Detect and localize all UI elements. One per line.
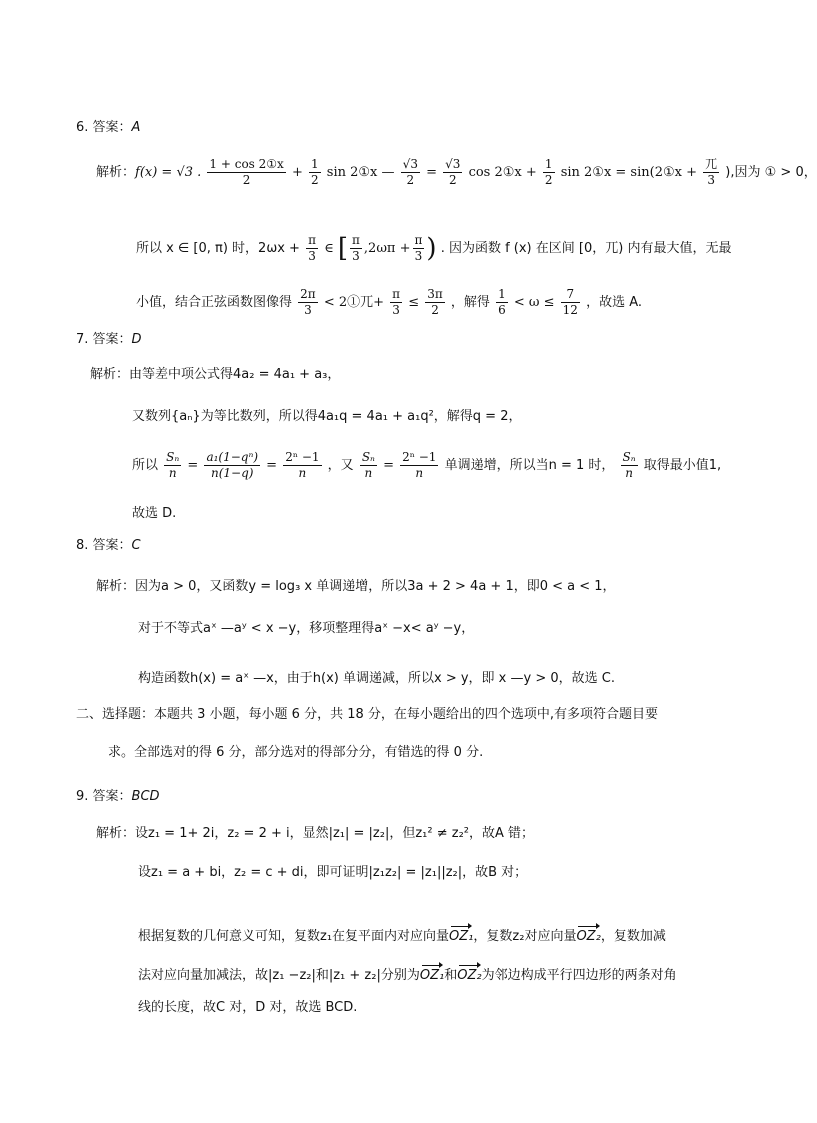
q6-expr: 小值，结合正弦函数图像得	[136, 295, 293, 310]
denominator: 2	[311, 173, 319, 187]
fraction	[401, 157, 420, 188]
q6-heading	[76, 119, 140, 137]
fraction	[360, 450, 377, 481]
q9-expr: 和	[444, 968, 458, 983]
numerator: 3π	[427, 287, 443, 301]
q7-expr: =	[266, 458, 278, 473]
denominator: 2	[448, 173, 457, 187]
numerator: 2ⁿ −1	[285, 450, 320, 464]
numerator: Sₙ	[622, 450, 636, 464]
q7-expr: =	[383, 458, 394, 473]
q6-line-3	[136, 287, 642, 318]
fraction	[204, 450, 260, 481]
q6-expr: cos 2①x +	[468, 165, 537, 180]
q6-analysis-label: 解析：	[96, 165, 136, 180]
q7-expr: =	[187, 458, 199, 473]
vector-oz2: OZ₂	[576, 929, 601, 944]
numerator: 7	[561, 287, 580, 303]
denominator: n	[168, 466, 177, 480]
numerator: a₁(1−qⁿ)	[206, 450, 258, 464]
q6-expr: ),因为 ① > 0，	[725, 165, 817, 180]
q6-expr: sin 2①x —	[326, 165, 395, 180]
fraction	[413, 233, 425, 264]
fraction	[621, 450, 638, 481]
q8-head-label: 8. 答案：	[76, 538, 132, 553]
numerator: √3	[445, 157, 461, 171]
q9-line-4	[138, 967, 677, 985]
vector-oz1: OZ₁	[449, 929, 474, 944]
numerator: Sₙ	[361, 450, 375, 464]
denominator: n	[364, 466, 373, 480]
q6-expr: +	[291, 165, 303, 180]
q8-line-1: 解析：因为a > 0，又函数y = log₃ x 单调递增，所以3a + 2 > 4a + 1，即0 < a < 1，	[96, 579, 616, 594]
denominator: 2	[406, 173, 415, 187]
q6-expr: f(x) = √3 .	[135, 165, 202, 180]
numerator: Sₙ	[166, 450, 180, 464]
q6-expr: =	[426, 165, 437, 180]
q6-expr: 所以 x ∈ [0, π) 时，2ωx +	[136, 241, 300, 256]
q6-expr: < 2①兀+	[323, 295, 385, 310]
q6-answer: A	[131, 120, 141, 135]
fraction	[283, 450, 321, 481]
section-2-line-2: 求。全部选对的得 6 分，部分选对的得部分分，有错选的得 0 分.	[108, 745, 484, 760]
q7-line-1: 解析：由等差中项公式得4a₂ = 4a₁ + a₃，	[90, 367, 341, 382]
q7-expr: 所以	[132, 458, 159, 473]
fraction	[298, 287, 318, 318]
fraction	[561, 287, 580, 318]
numerator: π	[392, 287, 401, 301]
numerator: π	[352, 233, 360, 247]
q8-line-2: 对于不等式aˣ —aʸ < x −y，移项整理得aˣ −x< aʸ −y，	[138, 621, 475, 636]
right-paren: )	[426, 233, 437, 264]
numerator: π	[414, 233, 423, 247]
q7-expr: 取得最小值1,	[643, 458, 722, 473]
denominator: 12	[562, 303, 578, 317]
fraction	[390, 287, 402, 318]
q6-expr: ，解得	[450, 295, 490, 310]
numerator: 1	[311, 157, 319, 171]
q9-heading	[76, 788, 160, 806]
denominator: n	[625, 466, 633, 480]
denominator: 3	[392, 303, 400, 317]
q8-heading	[76, 537, 141, 555]
denominator: 3	[707, 173, 715, 187]
q9-expr: 法对应向量加减法，故|z₁ −z₂|和|z₁ + z₂|分别为	[138, 968, 420, 983]
numerator: √3	[402, 157, 418, 171]
numerator: 2ⁿ −1	[402, 450, 437, 464]
q8-line-3: 构造函数h(x) = aˣ —x，由于h(x) 单调递减，所以x > y，即 x —y > 0，故选 C.	[138, 671, 615, 686]
fraction	[207, 157, 285, 188]
q6-expr: ∈	[324, 241, 334, 256]
numerator: 2π	[300, 287, 316, 301]
denominator: n	[415, 466, 424, 480]
q7-expr: 单调递增，所以当n = 1 时，	[444, 458, 615, 473]
left-bracket: [	[337, 233, 349, 264]
q9-line-2: 设z₁ = a + bi，z₂ = c + di，即可证明|z₁z₂| = |z₁||z₂|，故B 对；	[138, 865, 528, 880]
q7-head-label: 7. 答案：	[76, 332, 132, 347]
denominator: 2	[431, 303, 439, 317]
fraction	[309, 157, 321, 188]
fraction	[425, 287, 445, 318]
numerator: 1	[544, 157, 553, 171]
fraction	[350, 233, 362, 264]
q7-heading	[76, 331, 142, 349]
q9-expr: 根据复数的几何意义可知，复数z₁在复平面内对应向量	[138, 929, 450, 944]
section-2-line-1: 二、选择题：本题共 3 小题，每小题 6 分，共 18 分，在每小题给出的四个选项中,有多项符合题目要	[76, 707, 659, 722]
q6-head-label: 6. 答案：	[76, 120, 132, 135]
q7-answer: D	[131, 332, 142, 347]
q9-expr: 为邻边构成平行四边形的两条对角	[481, 968, 677, 983]
q6-expr: sin 2①x = sin(2①x +	[560, 165, 697, 180]
q7-line-4: 故选 D.	[132, 506, 177, 521]
q6-expr: ，故选 A.	[586, 295, 643, 310]
denominator: 6	[498, 303, 506, 317]
denominator: 3	[352, 249, 360, 263]
q6-line-1	[96, 157, 817, 188]
q9-line-1: 解析：设z₁ = 1+ 2i，z₂ = 2 + i，显然|z₁| = |z₂|，但z₁² ≠ z₂²，故A 错；	[96, 826, 535, 841]
q7-line-3	[132, 450, 721, 481]
denominator: n(1−q)	[210, 466, 254, 480]
q6-expr: . 因为函数 f (x) 在区间 [0，兀) 内有最大值，无最	[440, 241, 732, 256]
q9-expr: ，复数加减	[600, 929, 666, 944]
q8-answer: C	[131, 538, 141, 553]
fraction	[164, 450, 181, 481]
q9-answer: BCD	[131, 789, 160, 804]
q9-expr: ，复数z₂对应向量	[473, 929, 577, 944]
q7-expr: ，又	[327, 458, 354, 473]
q9-line-3	[138, 928, 666, 946]
q6-expr: ≤	[408, 295, 420, 310]
q6-expr: < ω ≤	[513, 295, 555, 310]
denominator: 3	[414, 249, 423, 263]
denominator: 2	[544, 173, 553, 187]
vector-oz1: OZ₁	[419, 968, 445, 983]
q7-line-2: 又数列{aₙ}为等比数列，所以得4a₁q = 4a₁ + a₁q²，解得q = 2，	[132, 409, 522, 424]
q6-line-2	[136, 233, 731, 264]
fraction	[543, 157, 555, 188]
denominator: n	[298, 466, 307, 480]
numerator: 1 + cos 2①x	[209, 157, 284, 171]
q9-line-5: 线的长度，故C 对，D 对，故选 BCD.	[138, 1000, 358, 1015]
fraction	[306, 233, 318, 264]
fraction	[496, 287, 508, 318]
q9-head-label: 9. 答案：	[76, 789, 132, 804]
numerator: 1	[498, 287, 506, 301]
numerator: 兀	[705, 157, 718, 171]
fraction	[443, 157, 462, 188]
fraction	[703, 157, 719, 188]
vector-oz2: OZ₂	[457, 968, 482, 983]
denominator: 3	[304, 303, 312, 317]
q6-expr: ,2ωπ +	[363, 241, 411, 256]
denominator: 3	[308, 249, 316, 263]
numerator: π	[308, 233, 316, 247]
fraction	[400, 450, 438, 481]
denominator: 2	[242, 173, 251, 187]
